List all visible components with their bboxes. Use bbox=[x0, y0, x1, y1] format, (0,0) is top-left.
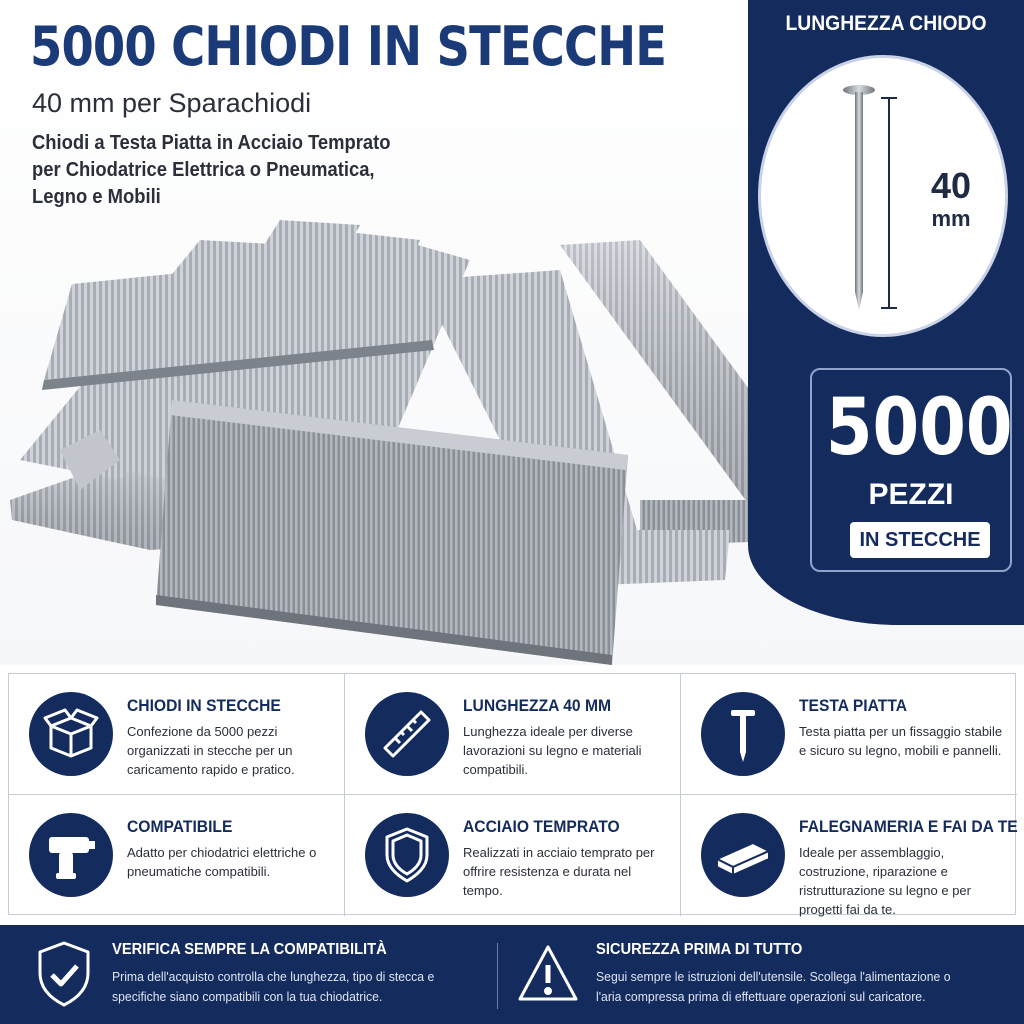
info-banner bbox=[0, 925, 1024, 1024]
feature-text: Ideale per assemblaggio, costruzione, riparazione e ristrutturazione su legno e per progetti fai da te. bbox=[799, 845, 971, 917]
feature-text: Confezione da 5000 pezzi organizzati in stecche per un caricamento rapido e pratico. bbox=[127, 724, 295, 777]
nail-length-diagram bbox=[758, 55, 1008, 337]
feature-text: Realizzati in acciaio temprato per offrire resistenza e durata nel tempo. bbox=[463, 845, 655, 898]
feature-title: COMPATIBILE bbox=[127, 817, 233, 836]
box-icon bbox=[29, 692, 113, 776]
banner-divider bbox=[497, 943, 498, 1009]
description-line: Chiodi a Testa Piatta in Acciaio Temprato bbox=[32, 132, 391, 154]
description-line: Legno e Mobili bbox=[32, 186, 161, 208]
quantity-badge: IN STECCHE bbox=[850, 522, 990, 558]
ruler-icon bbox=[365, 692, 449, 776]
banner-title: VERIFICA SEMPRE LA COMPATIBILITÀ bbox=[112, 941, 387, 958]
feature-title: CHIODI IN STECCHE bbox=[127, 696, 281, 715]
feature-title: TESTA PIATTA bbox=[799, 696, 908, 715]
nail-strips-image bbox=[0, 200, 840, 670]
shield-icon bbox=[365, 813, 449, 897]
feature-card bbox=[9, 674, 345, 795]
feature-title: ACCIAIO TEMPRATO bbox=[463, 817, 620, 836]
banner-title: SICUREZZA PRIMA DI TUTTO bbox=[596, 941, 803, 958]
wood-plank-icon bbox=[701, 813, 785, 897]
feature-card bbox=[9, 795, 345, 916]
banner-text: Segui sempre le istruzioni dell'utensile. Scollega l'alimentazione o l'aria compressa prima di effettuare operazioni sul caricatore. bbox=[596, 969, 951, 1004]
feature-card bbox=[345, 674, 681, 795]
feature-card bbox=[681, 795, 1017, 916]
feature-card bbox=[681, 674, 1017, 795]
length-title: LUNGHEZZA CHIODO bbox=[785, 12, 987, 35]
feature-text: Testa piatta per un fissaggio stabile e sicuro su legno, mobili e pannelli. bbox=[799, 724, 1003, 758]
nail-icon bbox=[701, 692, 785, 776]
warning-icon bbox=[516, 939, 580, 1009]
feature-title: LUNGHEZZA 40 MM bbox=[463, 696, 612, 715]
feature-title: FALEGNAMERIA E FAI DA TE bbox=[799, 817, 1018, 836]
product-title: 5000 CHIODI IN STECCHE bbox=[30, 15, 667, 78]
feature-text: Adatto per chiodatrici elettriche o pneumatiche compatibili. bbox=[127, 845, 317, 879]
feature-card bbox=[345, 795, 681, 916]
banner-item bbox=[516, 925, 996, 1024]
nailgun-icon bbox=[29, 813, 113, 897]
length-value bbox=[911, 166, 991, 232]
banner-item bbox=[32, 925, 492, 1024]
quantity-number: 5000 bbox=[825, 383, 1013, 473]
quantity-label: PEZZI bbox=[868, 478, 954, 511]
description-line: per Chiodatrice Elettrica o Pneumatica, bbox=[32, 159, 375, 181]
features-grid bbox=[8, 673, 1016, 915]
quantity-box bbox=[810, 368, 1012, 572]
banner-text: Prima dell'acquisto controlla che lunghezza, tipo di stecca e specifiche siano compatibili con la tua chiodatrice. bbox=[112, 969, 435, 1004]
shield-check-icon bbox=[32, 939, 96, 1009]
feature-text: Lunghezza ideale per diverse lavorazioni su legno e materiali compatibili. bbox=[463, 724, 642, 777]
length-unit: mm bbox=[931, 206, 971, 231]
length-number: 40 bbox=[930, 165, 972, 206]
product-subtitle: 40 mm per Sparachiodi bbox=[32, 88, 312, 118]
product-description bbox=[32, 130, 437, 211]
